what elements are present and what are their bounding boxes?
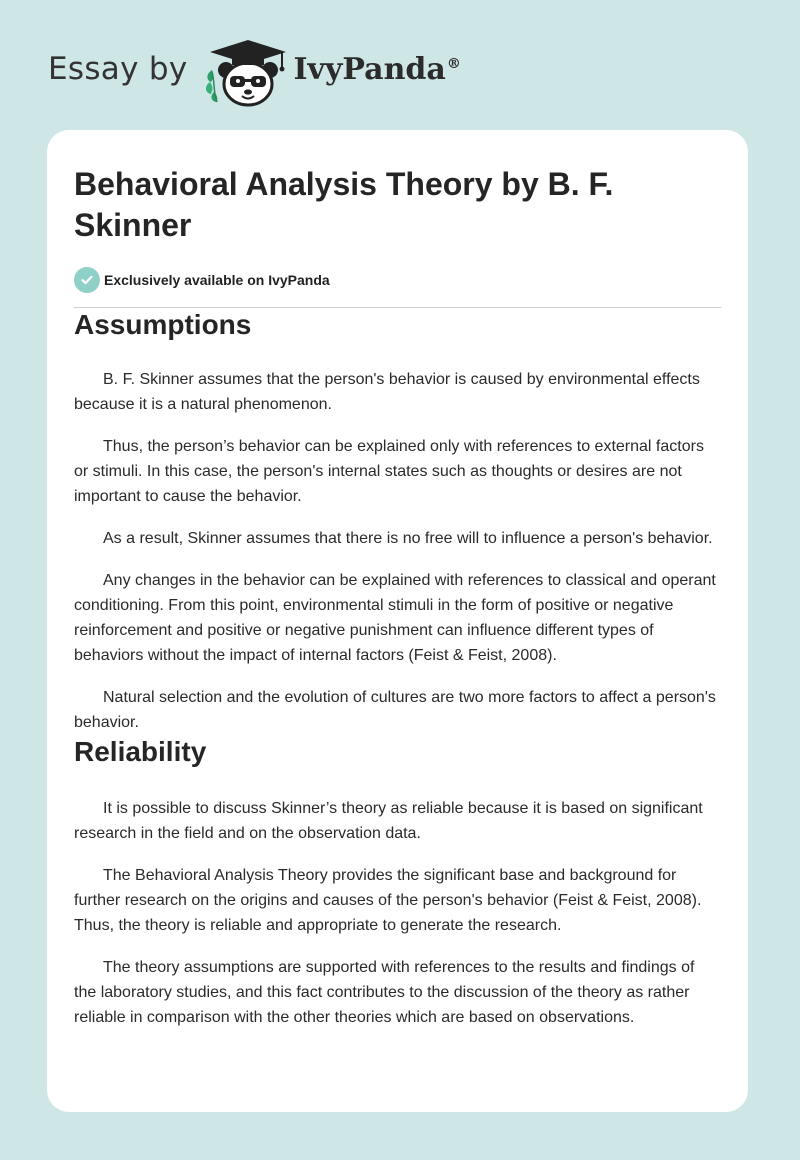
section-heading-reliability: Reliability bbox=[74, 736, 207, 767]
paragraph: Any changes in the behavior can be explained with references to classical and operant conditioning. From this point, environmental stimuli in the form of positive or negative reinforcement and positive or negative punishment can influence different types of behaviors without the impact of internal factors (Feist & Feist, 2008). bbox=[74, 572, 716, 664]
exclusive-badge bbox=[74, 267, 721, 293]
check-icon bbox=[74, 267, 100, 293]
paragraph: The theory assumptions are supported with references to the results and findings of the laboratory studies, and this fact contributes to the discussion of the theory as rather reliable in comparison with the other theories which are based on observations. bbox=[74, 959, 695, 1026]
panda-logo-icon[interactable] bbox=[200, 36, 292, 108]
paragraph: Natural selection and the evolution of cultures are two more factors to affect a person's behavior. bbox=[74, 689, 716, 731]
paragraph: As a result, Skinner assumes that there is no free will to influence a person's behavior. bbox=[103, 530, 713, 547]
section-heading-assumptions: Assumptions bbox=[74, 309, 252, 340]
paragraph: It is possible to discuss Skinner’s theory as reliable because it is based on significant research in the field and on the observation data. bbox=[74, 800, 703, 842]
brand-header bbox=[48, 36, 461, 108]
exclusive-label: Exclusively available on IvyPanda bbox=[104, 272, 330, 288]
essay-card bbox=[47, 130, 748, 1112]
brand-prefix: Essay by bbox=[48, 51, 188, 87]
paragraph: B. F. Skinner assumes that the person's behavior is caused by environmental effects because it is a natural phenomenon. bbox=[74, 371, 700, 413]
page-title: Behavioral Analysis Theory by B. F. Skinner bbox=[74, 166, 614, 243]
brand-name-text: IvyPanda bbox=[293, 51, 446, 87]
paragraph: Thus, the person’s behavior can be explained only with references to external factors or stimuli. In this case, the person's internal states such as thoughts or desires are not important to cause the behavior. bbox=[74, 438, 704, 505]
paragraph: The Behavioral Analysis Theory provides the significant base and background for further research on the origins and causes of the person's behavior (Feist & Feist, 2008). Thus, the theory is reliable and appropriate to generate the research. bbox=[74, 867, 702, 934]
registered-mark: ® bbox=[446, 55, 461, 72]
brand-name[interactable] bbox=[294, 52, 461, 87]
